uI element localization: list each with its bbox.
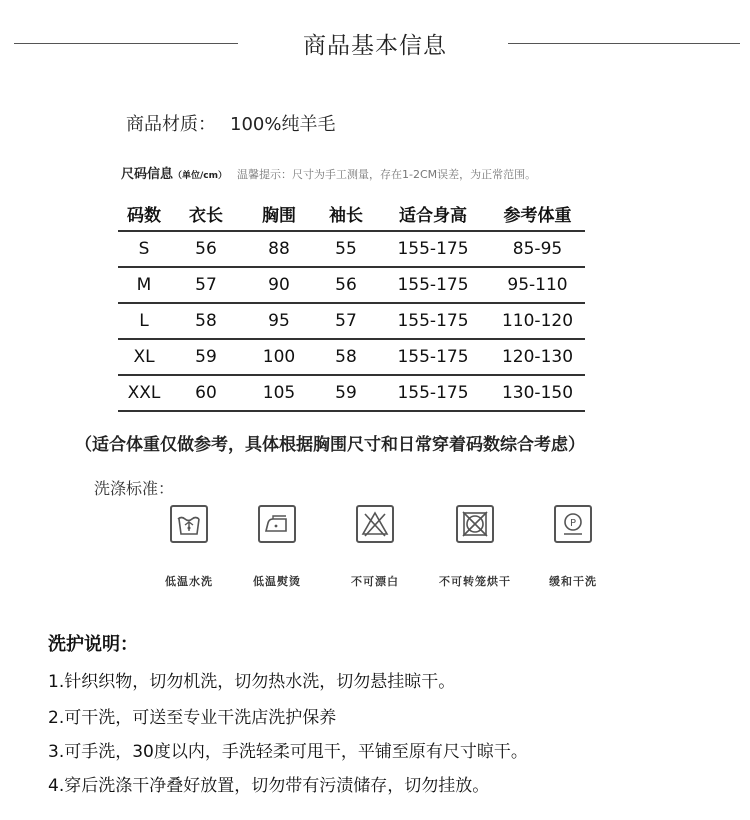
care-instruction-line: 4.穿后洗涤干净叠好放置，切勿带有污渍储存，切勿挂放。: [48, 776, 490, 796]
care-item-gentle-dry-clean: [518, 505, 628, 589]
table-cell: 58: [170, 303, 242, 339]
table-cell: 95-110: [490, 267, 585, 303]
care-item-no-tumble-dry: [420, 505, 530, 589]
table-cell: L: [118, 303, 170, 339]
care-caption: 低温水洗: [165, 575, 213, 588]
table-cell: 57: [316, 303, 376, 339]
table-cell: 59: [170, 339, 242, 375]
table-cell: 90: [242, 267, 316, 303]
table-cell: 57: [170, 267, 242, 303]
table-cell: 88: [242, 231, 316, 267]
table-cell: 110-120: [490, 303, 585, 339]
care-caption: 缓和干洗: [549, 575, 597, 588]
size-info-hint: 温馨提示：尺寸为手工测量，存在1-2CM误差，为正常范围。: [237, 168, 537, 181]
gentle-dry-clean-icon: [554, 505, 592, 543]
header-cell: 参考体重: [490, 196, 585, 231]
table-cell: 155-175: [376, 375, 490, 411]
wash-standard-label: 洗涤标准：: [94, 479, 175, 498]
table-cell: XL: [118, 339, 170, 375]
header-cell: 衣长: [170, 196, 242, 231]
material-label: 商品材质：: [126, 114, 216, 135]
low-temp-wash-icon: [170, 505, 208, 543]
care-caption: 不可转笼烘干: [439, 575, 511, 588]
care-instruction-line: 1.针织织物，切勿机洗，切勿热水洗，切勿悬挂晾干。: [48, 672, 456, 692]
table-cell: 155-175: [376, 303, 490, 339]
header-cell: 码数: [118, 196, 170, 231]
no-tumble-dry-icon: [456, 505, 494, 543]
care-caption: 低温熨烫: [253, 575, 301, 588]
table-cell: 130-150: [490, 375, 585, 411]
table-cell: 59: [316, 375, 376, 411]
table-row: [118, 231, 585, 267]
table-cell: 85-95: [490, 231, 585, 267]
material-value: 100%纯羊毛: [230, 114, 336, 135]
size-info-unit: （单位/cm）: [173, 171, 228, 181]
care-instruction-line: 2.可干洗，可送至专业干洗店洗护保养: [48, 708, 337, 728]
care-item-low-temp-iron: [222, 505, 332, 589]
svg-text:P: P: [569, 518, 577, 529]
size-info-note: [121, 163, 536, 182]
table-cell: 60: [170, 375, 242, 411]
table-row: [118, 267, 585, 303]
table-cell: 95: [242, 303, 316, 339]
fit-note: （适合体重仅做参考，具体根据胸围尺寸和日常穿着码数综合考虑）: [75, 435, 585, 455]
size-info-heading: 尺码信息: [121, 167, 174, 182]
page-title: 商品基本信息: [303, 33, 447, 59]
table-cell: 155-175: [376, 267, 490, 303]
no-bleach-icon: [356, 505, 394, 543]
low-temp-iron-icon: [258, 505, 296, 543]
table-row: [118, 375, 585, 411]
table-row: [118, 303, 585, 339]
table-cell: 55: [316, 231, 376, 267]
table-row: [118, 339, 585, 375]
table-cell: XXL: [118, 375, 170, 411]
table-cell: 155-175: [376, 231, 490, 267]
table-cell: 58: [316, 339, 376, 375]
table-cell: 155-175: [376, 339, 490, 375]
table-cell: 105: [242, 375, 316, 411]
material-row: [126, 110, 335, 136]
table-cell: 120-130: [490, 339, 585, 375]
table-cell: 100: [242, 339, 316, 375]
care-caption: 不可漂白: [351, 575, 399, 588]
header-cell: 袖长: [316, 196, 376, 231]
care-instruction-line: 3.可手洗，30度以内，手洗轻柔可甩干，平铺至原有尺寸晾干。: [48, 742, 528, 762]
table-cell: 56: [170, 231, 242, 267]
size-table-header: [118, 196, 585, 231]
table-cell: S: [118, 231, 170, 267]
table-cell: M: [118, 267, 170, 303]
header-cell: 适合身高: [376, 196, 490, 231]
size-table: [118, 196, 585, 412]
care-item-no-bleach: [320, 505, 430, 589]
table-cell: 56: [316, 267, 376, 303]
care-instructions-heading: 洗护说明：: [48, 634, 138, 655]
header-cell: 胸围: [242, 196, 316, 231]
